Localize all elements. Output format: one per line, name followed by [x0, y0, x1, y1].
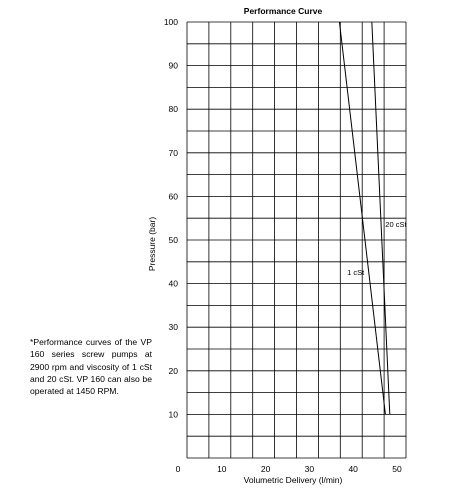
grid [187, 22, 406, 458]
x-tick-label: 20 [260, 464, 271, 474]
x-tick-label: 10 [217, 464, 227, 474]
x-tick-label: 40 [348, 464, 358, 474]
x-tick-label: 30 [304, 464, 315, 474]
x-tick-label: 50 [392, 464, 402, 474]
x-tick-label: 0 [175, 464, 181, 474]
series-label: 1 cSt [347, 267, 365, 277]
y-tick-label: 30 [168, 322, 178, 333]
y-tick-label: 100 [163, 17, 178, 27]
y-tick-label: 70 [168, 147, 178, 158]
series-label: 20 cSt [385, 219, 407, 229]
y-tick-label: 80 [168, 104, 178, 115]
y-tick-label: 50 [168, 235, 178, 245]
y-tick-labels [164, 17, 178, 419]
y-tick-label: 40 [168, 278, 178, 289]
y-tick-label: 90 [168, 60, 178, 71]
y-tick-label: 10 [168, 409, 178, 420]
footnote: *Performance curves of the VP 160 series screw pumps at 2900 rpm and viscosity of 1 cSt and 20 cSt. VP 160 can also be operated at 1450 RPM. [30, 337, 152, 397]
y-tick-label: 20 [168, 365, 178, 376]
chart-title: Performance Curve [243, 6, 323, 16]
x-axis-label: Volumetric Delivery (l/min) [243, 475, 343, 485]
y-axis-label: Pressure (bar) [147, 216, 157, 272]
y-tick-label: 60 [168, 191, 178, 202]
x-tick-labels [176, 464, 402, 474]
